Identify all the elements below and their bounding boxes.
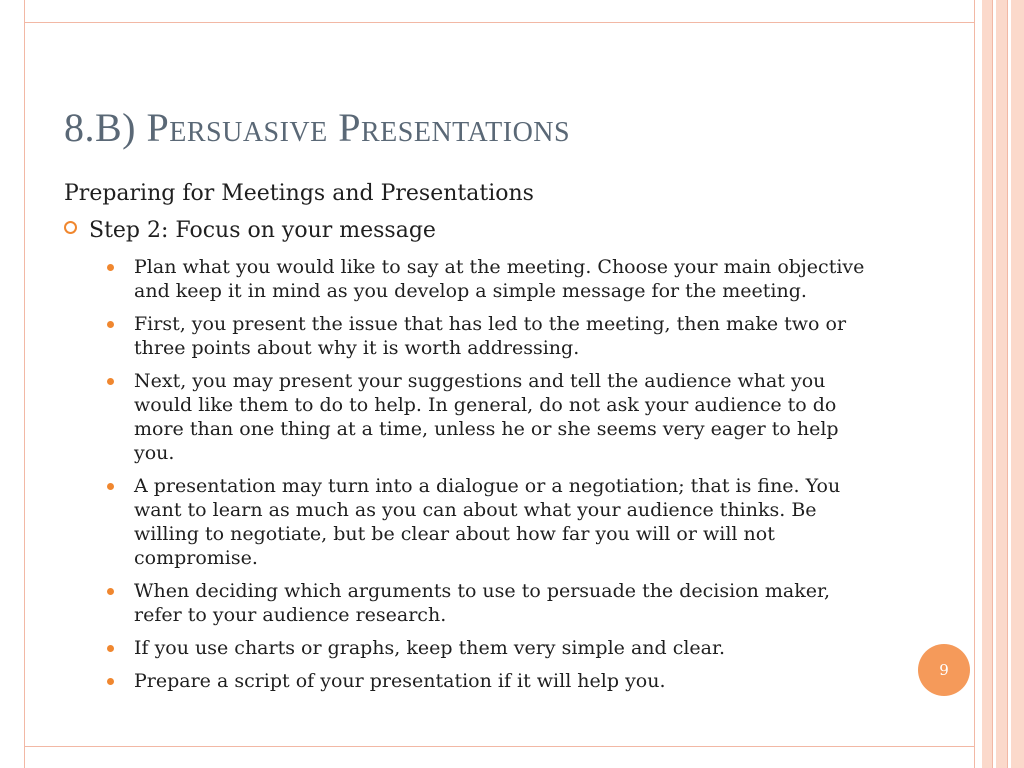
ring-bullet-icon — [64, 221, 77, 234]
decor-stripe — [996, 0, 1007, 768]
bullet-text: First, you present the issue that has led to the meeting, then make two or three points about why it is worth addressing. — [134, 313, 847, 359]
dot-bullet-icon — [107, 378, 114, 385]
dot-bullet-icon — [107, 321, 114, 328]
list-item — [106, 636, 866, 660]
page-number-badge: 9 — [918, 644, 970, 696]
bullet-text: When deciding which arguments to use to persuade the decision maker, refer to your audience research. — [134, 580, 831, 626]
frame-top-line — [24, 22, 974, 23]
list-item — [106, 312, 866, 360]
frame-left-line — [24, 0, 25, 768]
dot-bullet-icon — [107, 483, 114, 490]
dot-bullet-icon — [107, 678, 114, 685]
bullet-list — [106, 255, 866, 702]
decor-stripe — [1007, 0, 1008, 768]
decor-stripe — [982, 0, 992, 768]
step-heading-text: Step 2: Focus on your message — [89, 218, 436, 243]
list-item — [106, 579, 866, 627]
dot-bullet-icon — [107, 588, 114, 595]
decor-stripe — [992, 0, 993, 768]
bullet-text: If you use charts or graphs, keep them very simple and clear. — [134, 637, 726, 659]
list-item — [106, 669, 866, 693]
decor-stripe — [1011, 0, 1024, 768]
list-item — [106, 255, 866, 303]
step-heading — [64, 218, 436, 243]
bullet-text: Prepare a script of your presentation if it will help you. — [134, 670, 666, 692]
bullet-text: Plan what you would like to say at the meeting. Choose your main objective and keep it in mind as you develop a simple message for the meeting. — [134, 256, 865, 302]
slide-subtitle: Preparing for Meetings and Presentations — [64, 181, 534, 206]
bullet-text: A presentation may turn into a dialogue or a negotiation; that is fine. You want to learn as much as you can about what your audience thinks. Be willing to negotiate, but be clear about how far you will or will not compromise. — [134, 475, 841, 569]
decor-stripe — [974, 0, 975, 768]
dot-bullet-icon — [107, 264, 114, 271]
dot-bullet-icon — [107, 645, 114, 652]
frame-bottom-line — [24, 746, 974, 747]
slide-title: 8.B) Persuasive Presentations — [64, 105, 571, 150]
list-item — [106, 474, 866, 570]
list-item — [106, 369, 866, 465]
bullet-text: Next, you may present your suggestions and tell the audience what you would like them to do to help. In general, do not ask your audience to do more than one thing at a time, unless he or she seems very eager to help you. — [134, 370, 839, 464]
